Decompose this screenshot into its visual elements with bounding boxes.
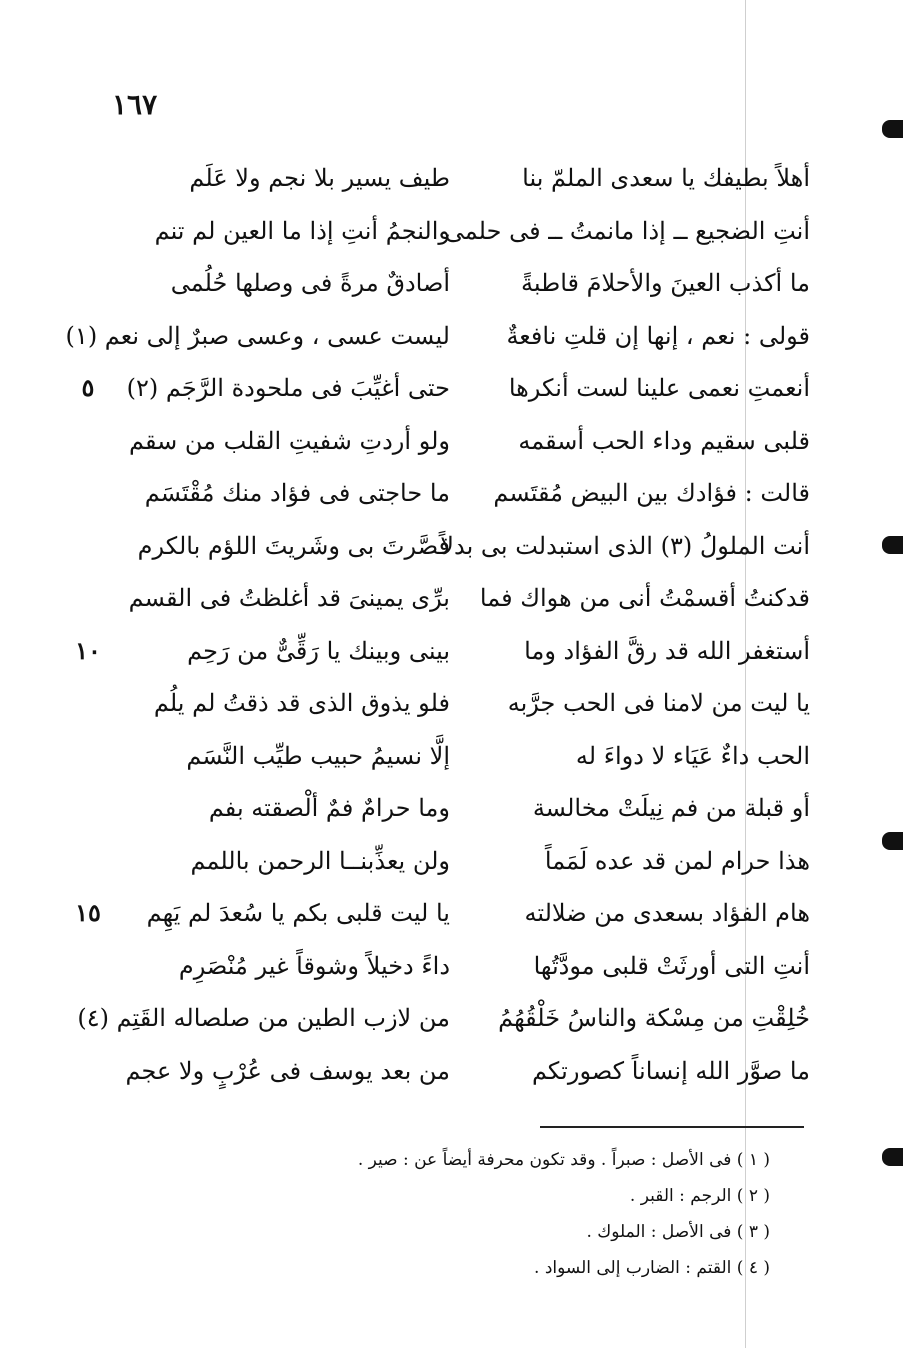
hemistich-second: برِّى يمينىَ قد أغلظتُ فى القسم: [128, 584, 450, 612]
verse-line: [77, 992, 810, 1045]
verse-line: [120, 1045, 810, 1098]
hemistich-first: ما أكذب العينَ والأحلامَ قاطبةً: [521, 269, 810, 297]
hemistich-second: ليست عسى ، وعسى صبرٌ إلى نعم (١): [65, 321, 450, 350]
edge-mark: [882, 120, 903, 138]
hemistich-second: فلو يذوق الذى قد ذقتُ لم يلُم: [153, 689, 450, 717]
line-number: ١٠: [75, 635, 101, 665]
hemistich-first: هذا حرام لمن قد عده لَمَماً: [544, 846, 810, 875]
hemistich-second: ولو أردتِ شفيتِ القلب من سقم: [128, 426, 450, 455]
verse-line: [120, 677, 810, 730]
verse-line: [120, 782, 810, 835]
verse-line: [81, 362, 810, 415]
verse-line: [120, 152, 810, 205]
footnote: ( ٢ ) الرجم : القبر .: [629, 1186, 770, 1206]
line-number: ٥: [81, 373, 95, 402]
hemistich-first: يا ليت من لامنا فى الحب جرَّبه: [507, 689, 810, 717]
verse-line: [75, 887, 810, 940]
hemistich-second: والنجمُ أنتِ إذا ما العين لم تنم: [154, 216, 450, 245]
hemistich-first: أنعمتِ نعمى علينا لست أنكرها: [508, 374, 810, 402]
footnotes: [300, 1142, 770, 1286]
verse-line: [65, 310, 810, 363]
hemistich-second: وما حرامٌ فمٌ ألْصقته بفم: [208, 794, 450, 822]
hemistich-first: هام الفؤاد بسعدى من ضلالته: [524, 899, 810, 927]
poem-body: [65, 152, 810, 1097]
hemistich-second: أصادقٌ مرةً فى وصلها حُلُمى: [170, 269, 450, 297]
verse-line: [120, 205, 810, 258]
hemistich-second: قصَّرتَ بى وشَريتَ اللؤم بالكرم: [137, 531, 450, 560]
edge-mark: [882, 832, 903, 850]
hemistich-second: إلَّا نسيمُ حبيب طيِّب النَّسَم: [186, 741, 450, 770]
hemistich-second: حتى أغيِّبَ فى ملحودة الرَّجَم (٢): [126, 374, 450, 402]
edge-mark: [882, 1148, 903, 1166]
hemistich-first: الحب داءٌ عَيَاء لا دواءَ له: [575, 741, 810, 770]
verse-line: [120, 730, 810, 783]
hemistich-first: أنتِ الضجيع ــ إذا مانمتُ ــ فى حلمى: [444, 216, 810, 245]
hemistich-first: أو قبلة من فم نِيلَتْ مخالسة: [532, 794, 810, 822]
verse-line: [120, 467, 810, 520]
hemistich-first: قالت : فؤادك بين البيض مُقتَسم: [493, 479, 810, 507]
hemistich-second: طيف يسير بلا نجم ولا عَلَم: [189, 164, 450, 192]
hemistich-first: خُلِقْتِ من مِسْكة والناسُ خَلْقُهُمُ: [498, 1004, 810, 1032]
hemistich-first: أنت الملولُ (٣) الذى استبدلت بى بدلاً: [440, 531, 810, 560]
hemistich-first: أهلاً بطيفك يا سعدى الملمّ بنا: [522, 164, 810, 192]
hemistich-first: قلبى سقيم وداء الحب أسقمه: [518, 426, 810, 455]
hemistich-second: بينى وبينك يا رَقِّىٌّ من رَحِم: [187, 636, 450, 665]
verse-line: [120, 257, 810, 310]
verse-line: [120, 835, 810, 888]
footnote: ( ٣ ) فى الأصل : الملوك .: [586, 1222, 770, 1242]
footnote: ( ١ ) فى الأصل : صبراً . وقد تكون محرفة أيضاً عن : صير .: [357, 1150, 770, 1170]
hemistich-second: ما حاجتى فى فؤاد منك مُقْتَسَم: [144, 479, 450, 507]
hemistich-first: قدكنتُ أقسمْتُ أنى من هواك فما: [479, 584, 810, 612]
verse-line: [120, 520, 810, 573]
edge-mark: [882, 536, 903, 554]
hemistich-first: أنتِ التى أورثَتْ قلبى مودَّتُها: [533, 951, 810, 980]
hemistich-second: من لازب الطين من صلصاله القَتِم (٤): [77, 1004, 450, 1032]
hemistich-second: يا ليت قلبى بكم يا سُعدَ لم يَهِم: [146, 899, 450, 927]
footnote-divider: [540, 1126, 804, 1128]
hemistich-first: أستغفر الله قد رقَّ الفؤاد وما: [524, 636, 810, 665]
verse-line: [120, 572, 810, 625]
hemistich-first: قولى : نعم ، إنها إن قلتِ نافعةٌ: [506, 321, 810, 350]
footnote: ( ٤ ) القتم : الضارب إلى السواد .: [534, 1258, 770, 1278]
verse-line: [120, 940, 810, 993]
verse-line: [120, 415, 810, 468]
line-number: ١٥: [75, 898, 101, 927]
verse-line: [75, 625, 810, 678]
hemistich-second: ولن يعذِّبنــا الرحمن باللمم: [190, 846, 450, 875]
hemistich-second: من بعد يوسف فى عُرْبٍ ولا عجم: [125, 1056, 450, 1085]
hemistich-second: داءً دخيلاً وشوقاً غير مُنْصَرِم: [178, 951, 450, 980]
hemistich-first: ما صوَّر الله إنساناً كصورتكم: [531, 1056, 810, 1085]
page-number: ١٦٧: [112, 88, 158, 121]
